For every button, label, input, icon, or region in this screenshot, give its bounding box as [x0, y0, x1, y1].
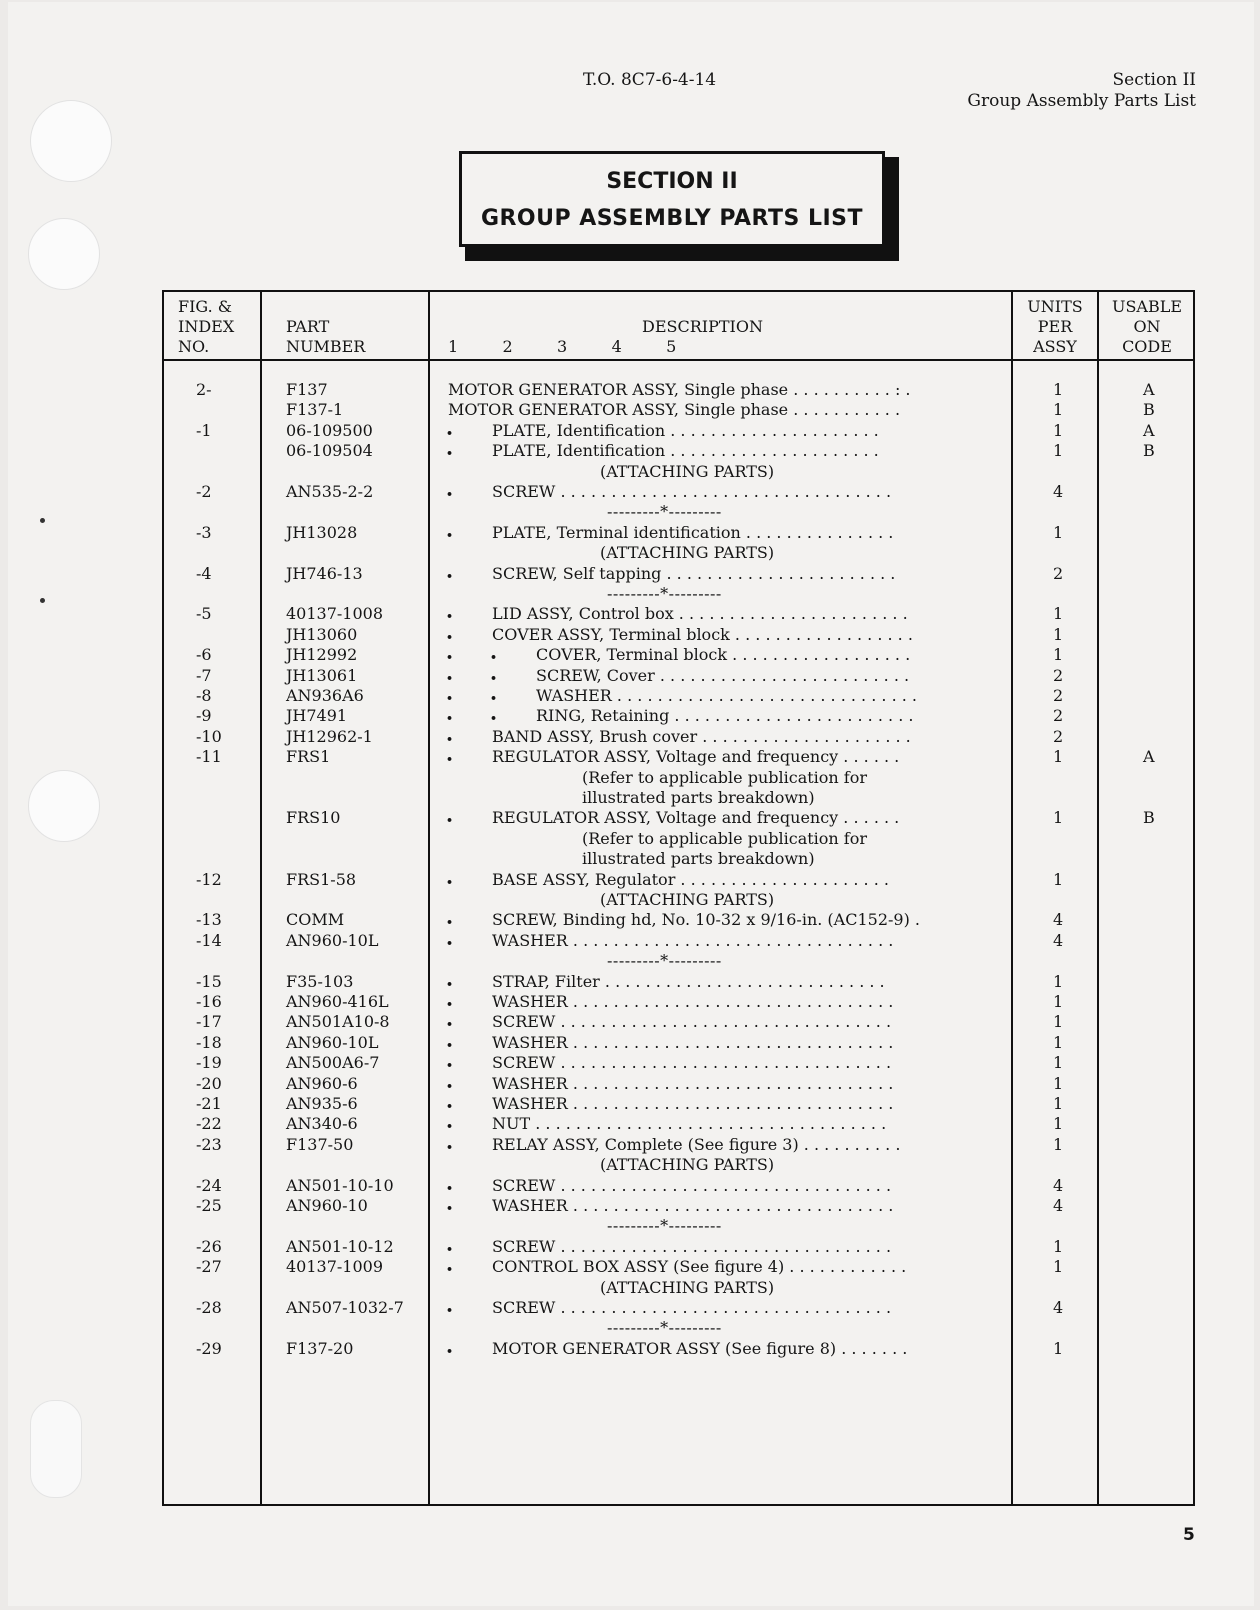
title-section: SECTION II — [606, 169, 738, 194]
indent-dot: • — [446, 1181, 454, 1195]
units-per-assy: 1 — [1053, 1114, 1064, 1134]
description: LID ASSY, Control box . . . . . . . . . . . . . . . . . . . . . . . — [492, 604, 908, 624]
col-header-description: DESCRIPTION — [642, 317, 763, 336]
part-number: F137-1 — [286, 400, 344, 420]
description: WASHER . . . . . . . . . . . . . . . . . . . . . . . . . . . . . . . . — [492, 1032, 894, 1052]
description: SCREW . . . . . . . . . . . . . . . . . . . . . . . . . . . . . . . . . — [492, 1053, 892, 1073]
description: REGULATOR ASSY, Voltage and frequency . . . . . . — [492, 747, 900, 767]
description: WASHER . . . . . . . . . . . . . . . . . . . . . . . . . . . . . . — [536, 686, 917, 705]
indent-dot: • — [446, 1059, 454, 1073]
indent-dot: • — [446, 1120, 454, 1134]
part-number: AN501-10-12 — [286, 1236, 394, 1256]
units-per-assy: 1 — [1053, 400, 1064, 420]
indent-dot: • — [446, 814, 454, 828]
part-number: 06-109504 — [286, 441, 373, 461]
index-number: -28 — [196, 1298, 222, 1317]
index-number: -19 — [196, 1053, 222, 1073]
indent-dot: • — [446, 426, 454, 440]
indent-dot: • — [446, 630, 454, 644]
description: WASHER . . . . . . . . . . . . . . . . . . . . . . . . . . . . . . . . — [492, 1094, 894, 1113]
units-per-assy: 4 — [1053, 1196, 1064, 1215]
description: SCREW, Binding hd, No. 10-32 x 9/16-in. (AC152-9) . — [492, 910, 920, 930]
part-number: AN936A6 — [286, 686, 364, 705]
scan-speck — [40, 518, 45, 523]
index-number: -20 — [196, 1073, 222, 1093]
units-per-assy: 4 — [1053, 1175, 1064, 1195]
separator-text: ---------*--------- — [607, 951, 722, 971]
units-per-assy: 1 — [1053, 1134, 1064, 1154]
units-per-assy: 1 — [1053, 1032, 1064, 1052]
description: WASHER . . . . . . . . . . . . . . . . . . . . . . . . . . . . . . . . — [492, 1073, 894, 1093]
part-number: 40137-1009 — [286, 1257, 384, 1277]
description: SCREW . . . . . . . . . . . . . . . . . . . . . . . . . . . . . . . . . — [492, 1175, 892, 1195]
indent-dot: • — [446, 1018, 454, 1032]
units-per-assy: 1 — [1053, 992, 1064, 1011]
units-per-assy: 1 — [1053, 1094, 1064, 1113]
index-number: -3 — [196, 522, 212, 542]
col-header-indent-levels: 1 2 3 4 5 — [448, 337, 677, 356]
part-number: FRS1-58 — [286, 869, 357, 889]
indent-dot: • — [446, 610, 454, 624]
indent-dot: • — [446, 1344, 454, 1358]
indent-dot: • — [446, 1140, 454, 1154]
description: MOTOR GENERATOR ASSY, Single phase . . . . . . . . . . . — [448, 400, 901, 420]
units-per-assy: 1 — [1053, 441, 1064, 461]
usable-on-code: A — [1143, 420, 1155, 440]
indent-dot: • — [446, 712, 454, 726]
header-rule — [162, 359, 1195, 361]
index-number: -14 — [196, 930, 222, 950]
col-header-fig: FIG. & INDEX NO. — [178, 297, 235, 356]
description: STRAP, Filter . . . . . . . . . . . . . . . . . . . . . . . . . . . . — [492, 971, 885, 991]
punch-hole-lower — [28, 770, 100, 842]
index-number: -22 — [196, 1114, 222, 1134]
part-number: F137 — [286, 380, 328, 399]
usable-on-code: B — [1143, 441, 1155, 461]
indent-dot: • — [490, 671, 498, 685]
indent-dot: • — [490, 692, 498, 705]
continuation-text: illustrated parts breakdown) — [582, 788, 815, 807]
part-number: JH7491 — [286, 706, 348, 726]
col-divider — [1011, 290, 1013, 1506]
indent-dot: • — [446, 875, 454, 889]
units-per-assy: 2 — [1053, 665, 1064, 685]
units-per-assy: 1 — [1053, 624, 1064, 644]
description: RELAY ASSY, Complete (See figure 3) . . . . . . . . . . — [492, 1134, 901, 1154]
index-number: -6 — [196, 645, 212, 665]
index-number: -29 — [196, 1338, 222, 1358]
usable-on-code: B — [1143, 400, 1155, 420]
part-number: JH13028 — [286, 522, 358, 542]
continuation-text: (Refer to applicable publication for — [582, 767, 867, 787]
description: SCREW . . . . . . . . . . . . . . . . . . . . . . . . . . . . . . . . . — [492, 482, 892, 501]
attaching-parts-label: (ATTACHING PARTS) — [600, 461, 775, 481]
continuation-text: (Refer to applicable publication for — [582, 828, 867, 848]
indent-dot: • — [446, 1079, 454, 1093]
part-number: AN960-10L — [286, 1032, 379, 1052]
index-number: -10 — [196, 726, 222, 746]
indent-dot: • — [446, 1304, 454, 1317]
section-label: Section II — [1112, 70, 1196, 90]
description: PLATE, Terminal identification . . . . . . . . . . . . . . . — [492, 522, 894, 542]
part-number: 40137-1008 — [286, 604, 384, 624]
index-number: -11 — [196, 747, 222, 767]
part-number: 06-109500 — [286, 420, 373, 440]
scan-speck — [40, 598, 45, 603]
separator-text: ---------*--------- — [607, 1318, 722, 1338]
part-number: COMM — [286, 910, 345, 930]
usable-on-code: B — [1143, 808, 1155, 828]
indent-dot: • — [446, 1202, 454, 1215]
description: NUT . . . . . . . . . . . . . . . . . . . . . . . . . . . . . . . . . . . — [492, 1114, 887, 1134]
attaching-parts-label: (ATTACHING PARTS) — [600, 890, 775, 909]
part-number: JH13061 — [286, 665, 358, 685]
description: COVER, Terminal block . . . . . . . . . . . . . . . . . . — [536, 645, 911, 665]
units-per-assy: 4 — [1053, 910, 1064, 930]
title-box — [459, 151, 885, 247]
description: SCREW . . . . . . . . . . . . . . . . . . . . . . . . . . . . . . . . . — [492, 1236, 892, 1256]
part-number: AN960-416L — [286, 992, 389, 1011]
description: WASHER . . . . . . . . . . . . . . . . . . . . . . . . . . . . . . . . — [492, 1196, 894, 1215]
units-per-assy: 1 — [1053, 604, 1064, 624]
index-number: -1 — [196, 420, 212, 440]
part-number: AN501A10-8 — [286, 1012, 390, 1032]
index-number: -24 — [196, 1175, 222, 1195]
part-number: AN935-6 — [286, 1094, 358, 1113]
separator-text: ---------*--------- — [607, 1216, 722, 1236]
index-number: -2 — [196, 482, 212, 501]
part-number: AN501-10-10 — [286, 1175, 394, 1195]
description: SCREW . . . . . . . . . . . . . . . . . . . . . . . . . . . . . . . . . — [492, 1298, 892, 1317]
description: RING, Retaining . . . . . . . . . . . . . . . . . . . . . . . . — [536, 706, 914, 726]
units-per-assy: 1 — [1053, 380, 1064, 399]
separator-text: ---------*--------- — [607, 502, 722, 522]
description: COVER ASSY, Terminal block . . . . . . . . . . . . . . . . . . — [492, 624, 913, 644]
part-number: AN507-1032-7 — [286, 1298, 404, 1317]
usable-on-code: A — [1143, 747, 1155, 767]
running-header — [967, 70, 1196, 112]
index-number: -7 — [196, 665, 212, 685]
units-per-assy: 1 — [1053, 1338, 1064, 1358]
indent-dot: • — [446, 1100, 454, 1113]
description: WASHER . . . . . . . . . . . . . . . . . . . . . . . . . . . . . . . . — [492, 992, 894, 1011]
punch-hole-bottom — [30, 1400, 82, 1498]
indent-dot: • — [446, 916, 454, 930]
doc-number: T.O. 8C7-6-4-14 — [583, 70, 717, 90]
col-header-usable: USABLE ON CODE — [1111, 297, 1183, 356]
indent-dot: • — [446, 753, 454, 767]
indent-dot: • — [446, 488, 454, 501]
indent-dot: • — [446, 1263, 454, 1277]
col-divider — [428, 290, 430, 1506]
part-number: AN500A6-7 — [286, 1053, 380, 1073]
page-number: 5 — [1183, 1525, 1195, 1545]
part-number: JH12992 — [286, 645, 358, 665]
part-number: JH13060 — [286, 624, 358, 644]
description: PLATE, Identification . . . . . . . . . . . . . . . . . . . . . — [492, 441, 879, 461]
units-per-assy: 1 — [1053, 1257, 1064, 1277]
index-number: -15 — [196, 971, 222, 991]
indent-dot: • — [446, 936, 454, 950]
part-number: JH12962-1 — [286, 726, 373, 746]
units-per-assy: 1 — [1053, 869, 1064, 889]
indent-dot: • — [490, 651, 498, 665]
description: REGULATOR ASSY, Voltage and frequency . . . . . . — [492, 808, 900, 828]
description: BAND ASSY, Brush cover . . . . . . . . . . . . . . . . . . . . . — [492, 726, 911, 746]
index-number: -8 — [196, 686, 212, 705]
units-per-assy: 1 — [1053, 420, 1064, 440]
index-number: -27 — [196, 1257, 222, 1277]
description: MOTOR GENERATOR ASSY (See figure 8) . . . . . . . — [492, 1338, 908, 1358]
description: MOTOR GENERATOR ASSY, Single phase . . . . . . . . . . : . — [448, 380, 911, 399]
units-per-assy: 2 — [1053, 563, 1064, 583]
index-number: 2- — [196, 380, 212, 399]
units-per-assy: 1 — [1053, 971, 1064, 991]
units-per-assy: 1 — [1053, 747, 1064, 767]
indent-dot: • — [446, 692, 454, 705]
punch-hole-top — [30, 100, 112, 182]
units-per-assy: 1 — [1053, 645, 1064, 665]
index-number: -18 — [196, 1032, 222, 1052]
col-divider — [1097, 290, 1099, 1506]
col-header-part: PART NUMBER — [286, 317, 366, 356]
part-number: AN960-10L — [286, 930, 379, 950]
part-number: F35-103 — [286, 971, 354, 991]
description: SCREW, Self tapping . . . . . . . . . . . . . . . . . . . . . . . — [492, 563, 896, 583]
description: WASHER . . . . . . . . . . . . . . . . . . . . . . . . . . . . . . . . — [492, 930, 894, 950]
separator-text: ---------*--------- — [607, 584, 722, 603]
part-number: F137-50 — [286, 1134, 354, 1154]
units-per-assy: 1 — [1053, 1012, 1064, 1032]
index-number: -4 — [196, 563, 212, 583]
description: CONTROL BOX ASSY (See figure 4) . . . . . . . . . . . . — [492, 1257, 907, 1277]
units-per-assy: 1 — [1053, 808, 1064, 828]
index-number: -9 — [196, 706, 212, 726]
indent-dot: • — [446, 671, 454, 685]
title-heading: GROUP ASSEMBLY PARTS LIST — [480, 206, 864, 231]
units-per-assy: 1 — [1053, 1236, 1064, 1256]
description: BASE ASSY, Regulator . . . . . . . . . . . . . . . . . . . . . — [492, 869, 889, 889]
indent-dot: • — [446, 1242, 454, 1256]
part-number: AN960-6 — [286, 1073, 358, 1093]
col-header-units: UNITS PER ASSY — [1027, 297, 1083, 356]
indent-dot: • — [446, 569, 454, 583]
units-per-assy: 4 — [1053, 930, 1064, 950]
description: SCREW, Cover . . . . . . . . . . . . . . . . . . . . . . . . . — [536, 665, 910, 685]
part-number: JH746-13 — [286, 563, 363, 583]
description: PLATE, Identification . . . . . . . . . . . . . . . . . . . . . — [492, 420, 879, 440]
continuation-text: illustrated parts breakdown) — [582, 849, 815, 869]
punch-hole-mid — [28, 218, 100, 290]
indent-dot: • — [446, 651, 454, 665]
units-per-assy: 1 — [1053, 522, 1064, 542]
units-per-assy: 2 — [1053, 726, 1064, 746]
units-per-assy: 4 — [1053, 482, 1064, 501]
part-number: AN535-2-2 — [286, 482, 374, 501]
col-divider — [260, 290, 262, 1506]
part-number: AN340-6 — [286, 1114, 358, 1134]
index-number: -23 — [196, 1134, 222, 1154]
index-number: -12 — [196, 869, 222, 889]
units-per-assy: 1 — [1053, 1053, 1064, 1073]
index-number: -26 — [196, 1236, 222, 1256]
indent-dot: • — [446, 732, 454, 746]
attaching-parts-label: (ATTACHING PARTS) — [600, 543, 775, 563]
description: SCREW . . . . . . . . . . . . . . . . . . . . . . . . . . . . . . . . . — [492, 1012, 892, 1032]
units-per-assy: 1 — [1053, 1073, 1064, 1093]
indent-dot: • — [490, 712, 498, 726]
indent-dot: • — [446, 1038, 454, 1052]
part-number: AN960-10 — [286, 1196, 368, 1215]
index-number: -25 — [196, 1196, 222, 1215]
usable-on-code: A — [1143, 380, 1155, 399]
attaching-parts-label: (ATTACHING PARTS) — [600, 1277, 775, 1297]
units-per-assy: 2 — [1053, 706, 1064, 726]
units-per-assy: 4 — [1053, 1298, 1064, 1317]
index-number: -5 — [196, 604, 212, 624]
index-number: -13 — [196, 910, 222, 930]
section-title: Group Assembly Parts List — [967, 91, 1196, 111]
indent-dot: • — [446, 447, 454, 461]
attaching-parts-label: (ATTACHING PARTS) — [600, 1155, 775, 1175]
units-per-assy: 2 — [1053, 686, 1064, 705]
part-number: F137-20 — [286, 1338, 354, 1358]
index-number: -17 — [196, 1012, 222, 1032]
indent-dot: • — [446, 528, 454, 542]
indent-dot: • — [446, 998, 454, 1011]
part-number: FRS10 — [286, 808, 341, 828]
part-number: FRS1 — [286, 747, 331, 767]
index-number: -21 — [196, 1094, 222, 1113]
indent-dot: • — [446, 977, 454, 991]
index-number: -16 — [196, 992, 222, 1011]
